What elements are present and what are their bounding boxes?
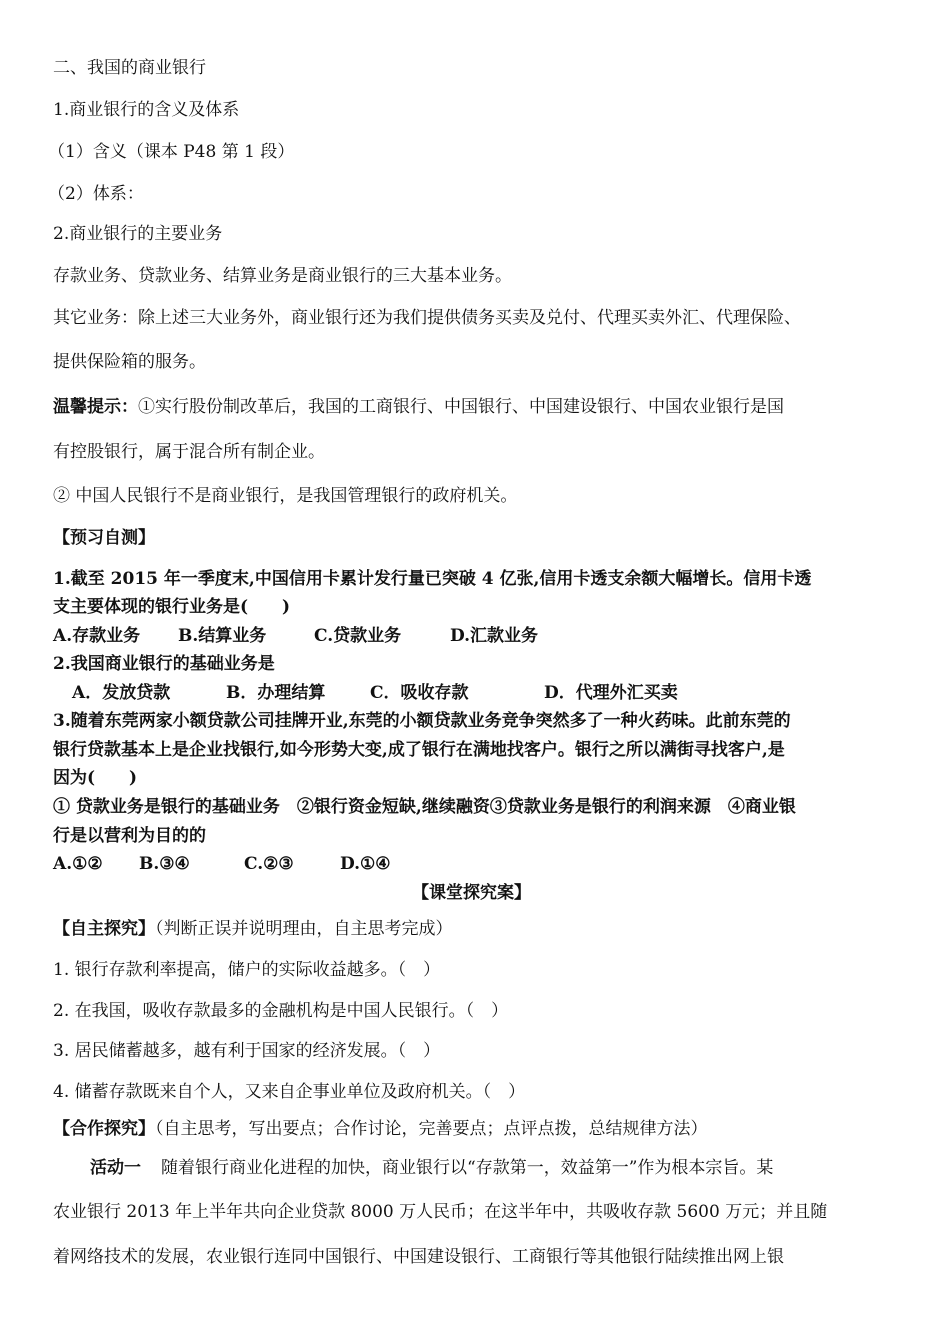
- q3-line3: 因为( ): [53, 768, 138, 788]
- q3-option-a: A.①②: [53, 854, 103, 874]
- classroom-heading: 【课堂探究案】: [412, 883, 531, 903]
- preview-heading: 【预习自测】: [53, 528, 155, 548]
- q2-options: [72, 681, 678, 705]
- other-business-line1: 其它业务：除上述三大业务外，商业银行还为我们提供债务买卖及兑付、代理买卖外汇、代理保险、: [53, 308, 801, 328]
- q1-line1: 1.截至 2015 年一季度末,中国信用卡累计发行量已突破 4 亿张,信用卡透支余额大幅增长。信用卡透: [53, 569, 812, 589]
- activity-label: 活动一: [90, 1158, 141, 1178]
- other-business-line2: 提供保险箱的服务。: [53, 352, 206, 372]
- q1-option-c: C.贷款业务: [314, 626, 402, 646]
- activity-text: 随着银行商业化进程的加快，商业银行以“存款第一，效益第一”作为根本宗旨。某: [161, 1158, 774, 1178]
- self-item-3: 3. 居民储蓄越多，越有利于国家的经济发展。（ ）: [53, 1041, 441, 1061]
- activity-line2: 农业银行 2013 年上半年共向企业贷款 8000 万人民币；在这半年中，共吸收存款 5600 万元；并且随: [53, 1202, 828, 1222]
- q1-options: [53, 624, 538, 648]
- item-meaning: （1）含义（课本 P48 第 1 段）: [48, 142, 295, 162]
- tip-text: ①实行股份制改革后，我国的工商银行、中国银行、中国建设银行、中国农业银行是国: [138, 397, 784, 417]
- self-explore-note: （判断正误并说明理由，自主思考完成）: [155, 919, 453, 939]
- q2-option-d: D．代理外汇买卖: [544, 683, 678, 703]
- q2-option-c: C．吸收存款: [370, 683, 469, 703]
- tip-line2: 有控股银行，属于混合所有制企业。: [53, 442, 325, 462]
- self-explore-label: 【自主探究】: [53, 919, 155, 939]
- tip-line3: ② 中国人民银行不是商业银行，是我国管理银行的政府机关。: [53, 486, 518, 506]
- q3-option-c: C.②③: [244, 854, 294, 874]
- q3-options: [53, 852, 391, 876]
- q3-statements-line1: ① 贷款业务是银行的基础业务 ②银行资金短缺,继续融资③贷款业务是银行的利润来源 ④商业银: [53, 797, 796, 817]
- q3-line2: 银行贷款基本上是企业找银行,如今形势大变,成了银行在满地找客户。银行之所以满街寻找客户,是: [53, 740, 785, 760]
- q1-option-b: B.结算业务: [178, 626, 267, 646]
- coop-explore-note: （自主思考，写出要点；合作讨论，完善要点；点评点拨，总结规律方法）: [155, 1119, 708, 1139]
- activity-line1: [90, 1156, 773, 1180]
- tip-label: 温馨提示：: [53, 397, 138, 417]
- subheading-1: 1.商业银行的含义及体系: [53, 100, 240, 120]
- self-item-4: 4. 储蓄存款既来自个人，又来自企事业单位及政府机关。（ ）: [53, 1082, 526, 1102]
- q3-statements-line2: 行是以营利为目的的: [53, 826, 206, 846]
- q2-stem: 2.我国商业银行的基础业务是: [53, 654, 275, 674]
- q3-line1: 3.随着东莞两家小额贷款公司挂牌开业,东莞的小额贷款业务竞争突然多了一种火药味。此前东莞的: [53, 711, 791, 731]
- self-item-2: 2. 在我国，吸收存款最多的金融机构是中国人民银行。（ ）: [53, 1001, 509, 1021]
- activity-line3: 着网络技术的发展，农业银行连同中国银行、中国建设银行、工商银行等其他银行陆续推出网上银: [53, 1247, 784, 1267]
- section-heading: 二、我国的商业银行: [53, 58, 206, 78]
- basic-business: 存款业务、贷款业务、结算业务是商业银行的三大基本业务。: [53, 266, 512, 286]
- item-system: （2）体系：: [48, 184, 144, 204]
- q1-line2: 支主要体现的银行业务是( ): [53, 597, 291, 617]
- q1-option-d: D.汇款业务: [450, 626, 539, 646]
- q3-option-b: B.③④: [139, 854, 190, 874]
- q3-option-d: D.①④: [340, 854, 391, 874]
- tip-line1: [53, 395, 784, 419]
- self-explore-line: [53, 917, 453, 941]
- subheading-2: 2.商业银行的主要业务: [53, 224, 223, 244]
- coop-explore-label: 【合作探究】: [53, 1119, 155, 1139]
- q2-option-b: B．办理结算: [226, 683, 326, 703]
- self-item-1: 1. 银行存款利率提高，储户的实际收益越多。（ ）: [53, 960, 441, 980]
- q2-option-a: A．发放贷款: [72, 683, 171, 703]
- coop-explore-line: [53, 1117, 708, 1141]
- q1-option-a: A.存款业务: [53, 626, 141, 646]
